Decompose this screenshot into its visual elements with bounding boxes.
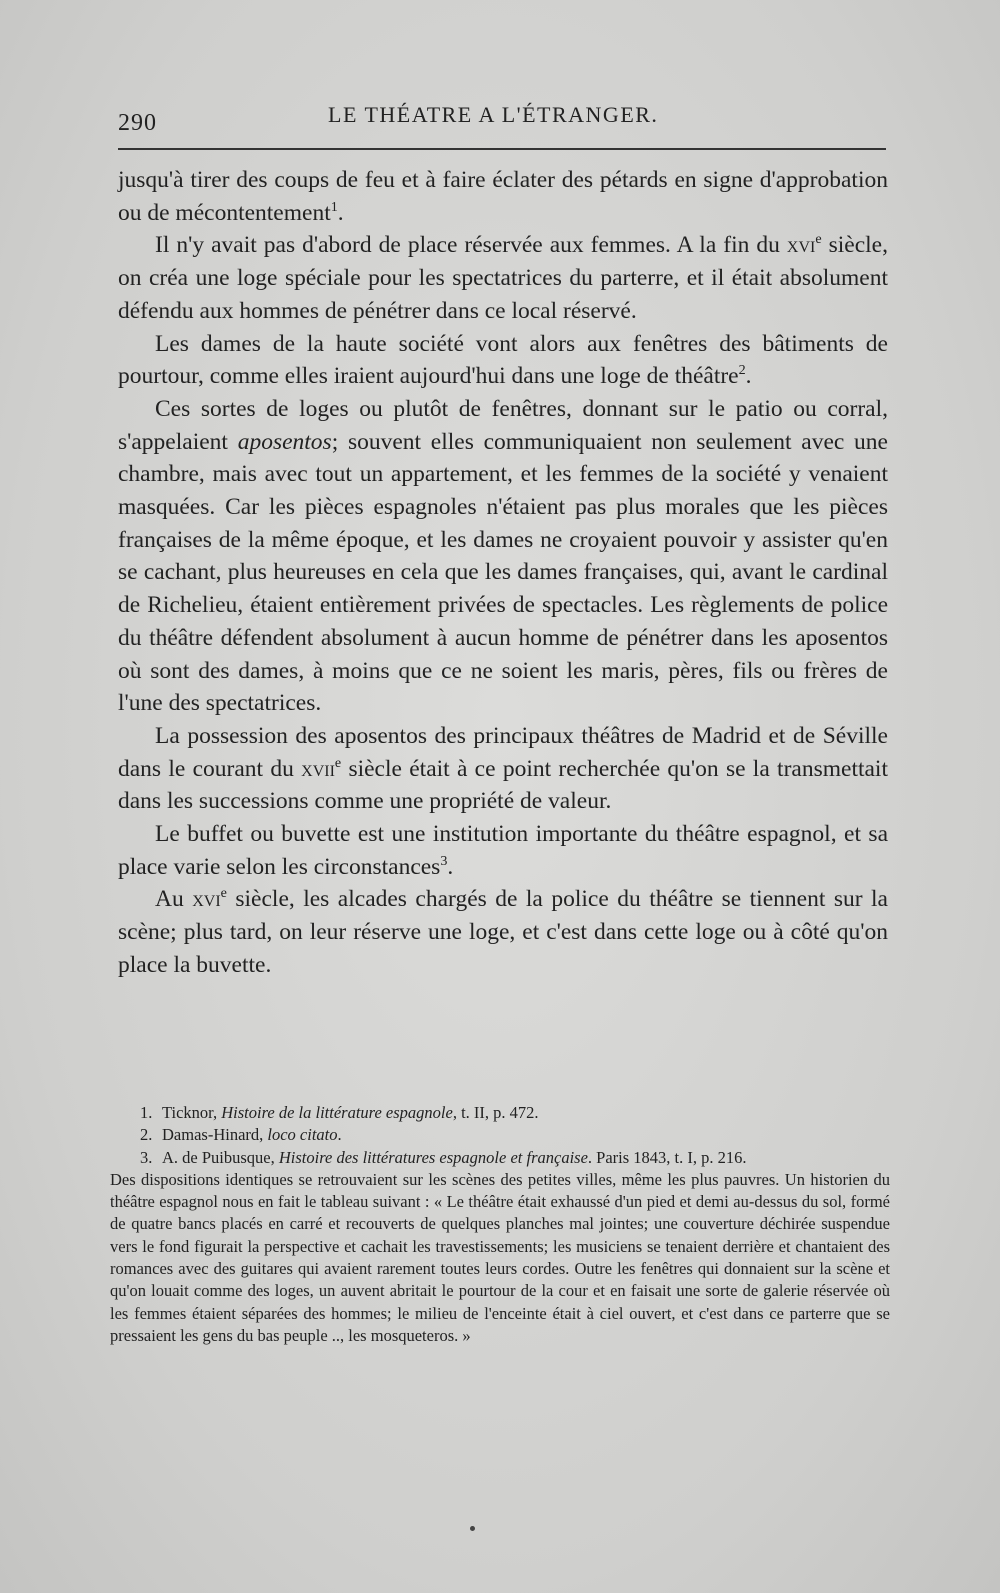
footnote-number: 3. [140,1147,153,1167]
paragraph-text: Ces sortes de loges ou plutôt de fenêtres, donnant sur le patio ou corral, s'appelaient [118,395,888,455]
footnote-author: Ticknor, [162,1103,222,1122]
paragraph-text: Le buffet ou buvette est une institution importante du théâtre espagnol, et sa place varie selon les circonstances [118,821,888,880]
ordinal-suffix: e [815,231,822,248]
footnote-author: Damas-Hinard, [162,1125,268,1145]
century-numeral: xvi [192,886,221,913]
header-rule [118,148,886,150]
paragraph-text: La possession des aposentos des principaux théâtres de Madrid et de Séville dans le courant du [118,722,888,782]
paragraph-text: . [745,363,752,390]
century-numeral: xvii [301,755,335,782]
running-title: LE THÉATRE A L'ÉTRANGER. [328,102,659,127]
footnote-ref: 3 [440,852,448,869]
footnote-author: A. de Puibusque, [162,1147,279,1167]
paragraph-text: . [337,199,344,226]
italic-term: aposentos [237,428,332,455]
footnote-reference: . Paris 1843, t. I, p. 216. [587,1147,747,1167]
paragraph-text: siècle était à ce point recherchée qu'on se la transmettait dans les successions comme une propriété de valeur. [118,755,888,815]
footnote [110,1124,890,1146]
footnote-title: Histoire de la littérature espagnole [221,1103,453,1122]
footnote-title: Histoire des littératures espagnole et française [278,1147,588,1167]
paragraph [118,883,888,981]
footnote-ref: 2 [738,362,746,379]
paragraph-text: siècle, les alcades chargés de la police du théâtre se tiennent sur la scène; plus tard, on leur réserve une loge, et c'est dans cette loge ou à côté qu'on place la buvette. [118,886,888,978]
paragraph-text: Il n'y avait pas d'abord de place réservée aux femmes. A la fin du [155,232,787,259]
main-text [118,164,888,982]
paragraph [118,229,888,327]
page-header [118,100,888,140]
footnote-number: 1. [140,1103,153,1122]
ordinal-suffix: e [220,885,227,902]
footnotes [110,1102,890,1347]
ordinal-suffix: e [334,754,342,771]
footnote [110,1147,890,1169]
paragraph-text: ; souvent elles communiquaient non seulement avec une chambre, mais avec tout un appartement, et les femmes de la société y venaient masquées. Car les pièces espagnoles n'étaient pas plus morales que les pièces françaises de la même époque, et les dames ne croyaient pouvoir y assister qu'en se cachant, plus heureuses en cela que les dames françaises, qui, avant le cardinal de Richelieu, étaient entièrement privées de spectacles. Les règlements de police du théâtre défendent absolument à aucun homme de pénétrer dans les aposentos où sont des dames, à moins que ce ne soient les maris, pères, fils ou frères de l'une des spectatrices. [118,428,888,717]
footnote-reference: , t. II, p. 472. [452,1103,539,1122]
footnote-number: 2. [140,1125,153,1145]
paragraph [118,164,888,229]
ink-mark [470,1526,475,1531]
page-number: 290 [118,110,157,136]
paragraph-text: . [447,853,454,880]
paragraph [118,720,888,818]
footnote-continuation: Des dispositions identiques se retrouvaient sur les scènes des petites villes, même les plus pauvres. Un historien du théâtre espagnol nous en fait le tableau suivant : « Le théâtre était exhaussé d'un pied et demi au-dessus du sol, formé de quatre bancs placés en carré et recouverts de quelques planches mal jointes; une couverture déchirée suspendue vers le fond figurait la perspective et cachait les travestissements; les musiciens se tenaient derrière et chantaient des romances avec des guitares qui avaient rarement toutes leurs cordes. Outre les fenêtres qui donnaient sur la scène et qu'on louait comme des loges, un auvent abritait le pourtour de la cour et en faisait une sorte de galerie réservée où les femmes étaient séparées des hommes; le milieu de l'enceinte était à ciel ouvert, et c'est dans ce parterre que se pressaient les gens du bas peuple .., les mosqueteros. » [110,1169,890,1345]
paragraph [118,818,888,883]
paragraph-text: jusqu'à tirer des coups de feu et à faire éclater des pétards en signe d'approbation ou de mécontentement [118,167,888,226]
footnote-reference: . [337,1125,342,1145]
paragraph [118,328,888,393]
paragraph [118,393,888,720]
paragraph-text: siècle, on créa une loge spéciale pour les spectatrices du parterre, et il était absolument défendu aux hommes de pénétrer dans ce local réservé. [118,232,888,324]
paragraph-text: Au [155,886,193,913]
footnote-ref: 1 [330,198,338,215]
footnote-title: loco citato [267,1125,338,1145]
footnote [110,1102,890,1124]
paragraph-text: Les dames de la haute société vont alors aux fenêtres des bâtiments de pourtour, comme elles iraient aujourd'hui dans une loge de théâtre [118,330,888,390]
century-numeral: xvi [786,232,816,259]
